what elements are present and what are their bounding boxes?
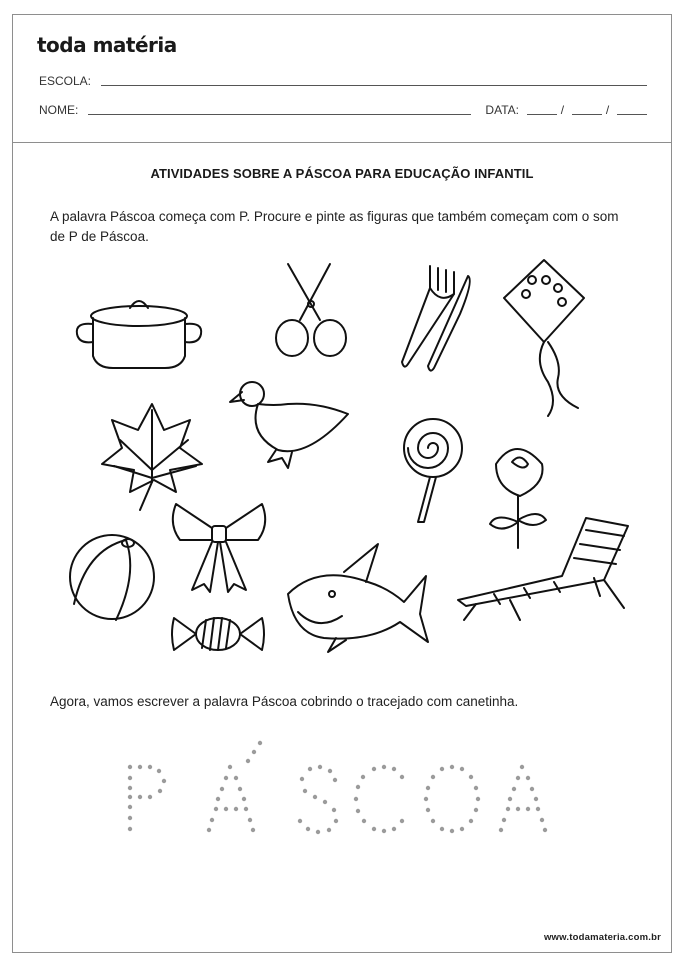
instruction-text-2: Agora, vamos escrever a palavra Páscoa cobrindo o tracejado com canetinha. [50,694,519,709]
trace-letter-a [499,765,547,832]
instruction-text: A palavra Páscoa começa com P. Procure e pinte as figuras que também começam com o som de P de Páscoa. [50,209,619,244]
brand-logo: toda matéria [37,33,177,57]
kite-icon [496,258,592,418]
trace-word-pascoa[interactable] [110,735,570,840]
shark-icon [284,542,432,654]
trace-letter-s [298,765,338,834]
page-title: ATIVIDADES SOBRE A PÁSCOA PARA EDUCAÇÃO INFANTIL [150,166,534,181]
scissors-icon [270,262,352,358]
duck-icon [228,378,350,470]
date-label: DATA: [485,103,519,117]
trace-letter-c [354,765,404,833]
ball-icon [68,532,156,622]
trace-letter-o [424,765,480,833]
trace-letter-a-accent [207,741,262,832]
candy-icon [172,612,264,656]
date-separator: / [560,103,565,117]
name-label: NOME: [39,103,79,117]
pot-icon [72,296,206,372]
bow-icon [172,500,266,596]
date-separator: / [605,103,610,117]
date-month-line[interactable] [572,114,602,115]
name-input-line[interactable] [88,114,471,115]
leaf-icon [100,400,204,512]
date-day-line[interactable] [527,114,557,115]
trace-letter-p [128,765,166,831]
name-date-row [39,103,647,117]
lounge-chair-icon [454,516,628,622]
school-input-line[interactable] [101,85,647,86]
date-year-line[interactable] [617,114,647,115]
header-section [13,15,671,143]
school-label: ESCOLA: [39,74,92,88]
lollipop-icon [400,418,466,524]
fork-knife-icon [400,264,472,374]
footer-url: www.todamateria.com.br [543,932,661,943]
school-field [39,74,647,88]
